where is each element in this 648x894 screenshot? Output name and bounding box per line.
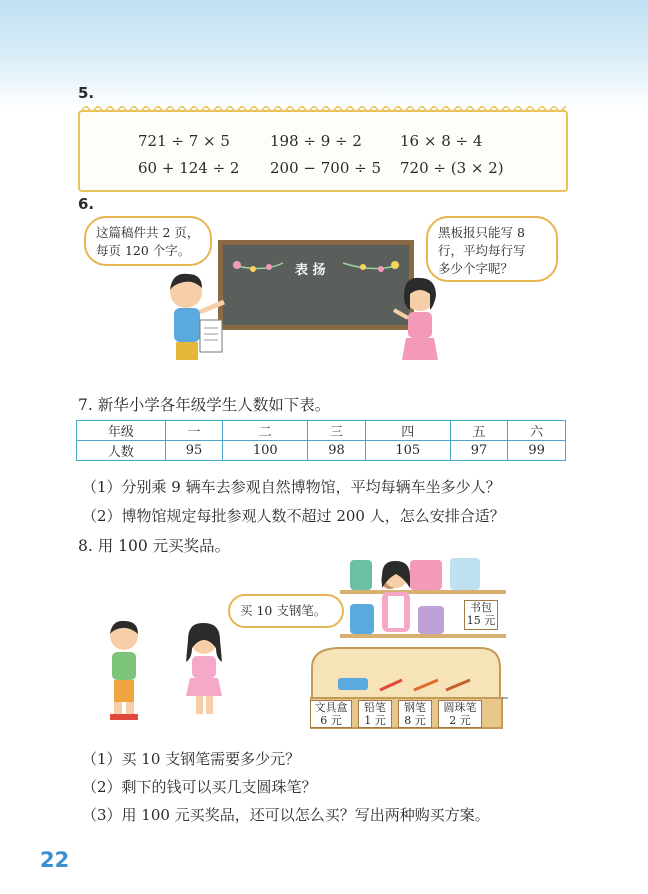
price-tag-value: 6 元: [320, 714, 342, 727]
price-tag-value: 2 元: [449, 714, 471, 727]
question-8-part-2: （2）剩下的钱可以买几支圆珠笔？: [82, 778, 317, 796]
bubble-line: 买 10 支钢笔。: [240, 603, 327, 618]
bubble-line: 行，平均每行写: [438, 243, 526, 258]
price-tag: [438, 700, 482, 728]
table-cell: 97: [450, 441, 508, 461]
question-7-part-2: （2）博物馆规定每批参观人数不超过 200 人，怎么安排合适？: [82, 507, 505, 525]
page-number: 22: [40, 848, 70, 872]
table-cell: 98: [308, 441, 366, 461]
bubble-line: 每页 120 个字。: [96, 243, 191, 258]
bubble-line: 黑板报只能写 8: [438, 225, 525, 240]
table-cell: 四: [365, 421, 450, 441]
girl-illustration: [390, 270, 450, 380]
price-tag-value: 1 元: [364, 714, 386, 727]
table-cell: 99: [508, 441, 566, 461]
question-5-number: 5.: [78, 84, 95, 102]
table-cell: 三: [308, 421, 366, 441]
table-row: [77, 441, 566, 461]
price-tag-name: 书包: [470, 601, 492, 614]
table-cell: 100: [223, 441, 308, 461]
header-band: [0, 0, 648, 110]
board-title: 表 扬: [295, 263, 326, 278]
question-8-part-1: （1）买 10 支钢笔需要多少元？: [82, 750, 301, 768]
question-6-number: 6.: [78, 195, 95, 213]
expression: 721 ÷ 7 × 5: [138, 132, 230, 150]
table-cell: 人数: [77, 441, 166, 461]
table-row: [77, 421, 566, 441]
table-cell: 五: [450, 421, 508, 441]
box-zigzag-top: [80, 106, 566, 112]
expression-box: [78, 110, 568, 192]
price-tag-name: 铅笔: [364, 701, 386, 714]
table-cell: 一: [165, 421, 223, 441]
price-tag-value: 8 元: [404, 714, 426, 727]
price-tag: [398, 700, 432, 728]
expression: 198 ÷ 9 ÷ 2: [270, 132, 362, 150]
price-tag-value: 15 元: [466, 614, 496, 627]
table-cell: 95: [165, 441, 223, 461]
price-tag: [310, 700, 352, 728]
bubble-line: 这篇稿件共 2 页，: [96, 225, 200, 240]
price-tag-name: 钢笔: [404, 701, 426, 714]
question-8-part-3: （3）用 100 元买奖品，还可以怎么买？写出两种购买方案。: [82, 806, 490, 824]
table-cell: 年级: [77, 421, 166, 441]
question-7-part-1: （1）分别乘 9 辆车去参观自然博物馆，平均每辆车坐多少人？: [82, 478, 501, 496]
bubble-line: 多少个字呢？: [438, 261, 514, 276]
table-cell: 六: [508, 421, 566, 441]
table-cell: 二: [223, 421, 308, 441]
boy-illustration: [164, 262, 234, 374]
grade-table: [76, 420, 566, 461]
table-cell: 105: [365, 441, 450, 461]
price-tag-name: 圆珠笔: [443, 701, 477, 714]
expression: 720 ÷ (3 × 2): [400, 159, 504, 177]
question-8-title: 8. 用 100 元买奖品。: [78, 537, 231, 555]
blackboard: [218, 240, 414, 330]
expression: 16 × 8 ÷ 4: [400, 132, 483, 150]
question-7-title: 7. 新华小学各年级学生人数如下表。: [78, 396, 331, 414]
children-illustration: [92, 614, 242, 734]
price-tag-bag: [464, 600, 498, 630]
speech-bubble-boy: [84, 216, 212, 266]
expression: 60 + 124 ÷ 2: [138, 159, 240, 177]
price-tag-name: 文具盒: [314, 701, 348, 714]
price-tag: [358, 700, 392, 728]
expression: 200 − 700 ÷ 5: [270, 159, 382, 177]
